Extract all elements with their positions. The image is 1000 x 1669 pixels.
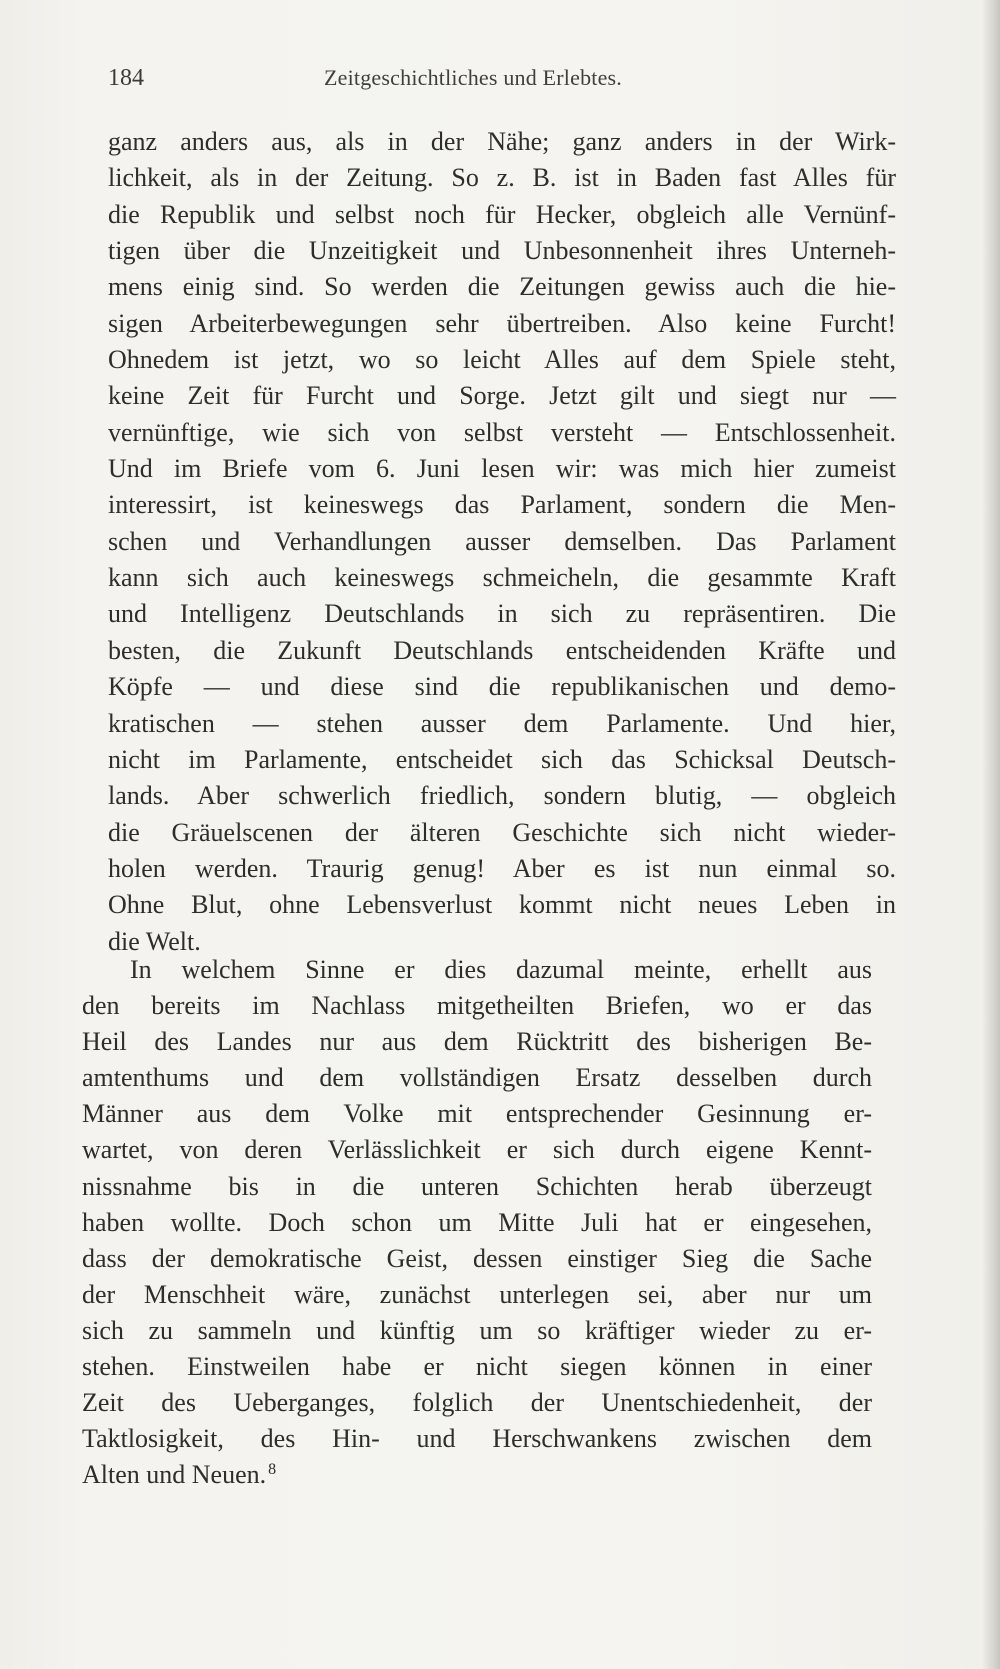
text-line: wartet, von deren Verlässlichkeit er sich durch eigene Kennt- <box>82 1135 872 1165</box>
text-line: vernünftige, wie sich von selbst versteht — Entschlossenheit. <box>108 417 896 447</box>
text-line: Ohne Blut, ohne Lebensverlust kommt nicht neues Leben in <box>108 890 896 920</box>
page-edge-shadow <box>982 0 1000 1669</box>
page-number: 184 <box>108 65 144 91</box>
text-line: die Republik und selbst noch für Hecker, obgleich alle Vernünf- <box>108 199 896 229</box>
text-line: Männer aus dem Volke mit entsprechender Gesinnung er- <box>82 1099 872 1129</box>
text-line: ganz anders aus, als in der Nähe; ganz anders in der Wirk- <box>108 127 896 156</box>
paragraph-1 <box>108 124 896 960</box>
text-line: nissnahme bis in die unteren Schichten herab überzeugt <box>82 1171 872 1201</box>
text-line: die Welt. <box>108 926 201 956</box>
text-line: interessirt, ist keineswegs das Parlament, sondern die Men- <box>108 490 896 520</box>
text-line: haben wollte. Doch schon um Mitte Juli hat er eingesehen, <box>82 1207 872 1237</box>
text-line: In welchem Sinne er dies dazumal meinte, erhellt aus <box>130 955 872 984</box>
text-line: lichkeit, als in der Zeitung. So z. B. ist in Baden fast Alles für <box>108 163 896 193</box>
text-line: tigen über die Unzeitigkeit und Unbesonnenheit ihres Unterneh- <box>108 236 896 266</box>
text-line-last <box>82 1457 872 1493</box>
text-line: Köpfe — und diese sind die republikanischen und demo- <box>108 672 896 702</box>
text-line: besten, die Zukunft Deutschlands entscheidenden Kräfte und <box>108 635 896 665</box>
text-line: sich zu sammeln und künftig um so kräftiger wieder zu er- <box>82 1315 872 1345</box>
text-line: kann sich auch keineswegs schmeicheln, die gesammte Kraft <box>108 563 896 593</box>
text-line: schen und Verhandlungen ausser demselben. Das Parlament <box>108 526 896 556</box>
text-line: Und im Briefe vom 6. Juni lesen wir: was mich hier zumeist <box>108 454 896 484</box>
text-line: stehen. Einstweilen habe er nicht siegen können in einer <box>82 1352 872 1382</box>
text-line: der Menschheit wäre, zunächst unterlegen sei, aber nur um <box>82 1279 872 1309</box>
text-line: den bereits im Nachlass mitgetheilten Briefen, wo er das <box>82 991 872 1021</box>
running-title: Zeitgeschichtliches und Erlebtes. <box>324 65 623 90</box>
text-line: nicht im Parlamente, entscheidet sich das Schicksal Deutsch- <box>108 744 896 774</box>
text-line: Ohnedem ist jetzt, wo so leicht Alles auf dem Spiele steht, <box>108 345 896 375</box>
text-line: Heil des Landes nur aus dem Rücktritt des bisherigen Be- <box>82 1027 872 1057</box>
text-line: Zeit des Ueberganges, folglich der Unentschiedenheit, der <box>82 1388 872 1418</box>
text-line: lands. Aber schwerlich friedlich, sondern blutig, — obgleich <box>108 781 896 811</box>
paragraph-2 <box>82 952 872 1493</box>
footnote-marker: 8 <box>268 1461 277 1479</box>
text-line: mens einig sind. So werden die Zeitungen gewiss auch die hie- <box>108 272 896 302</box>
text-line: Taktlosigkeit, des Hin- und Herschwankens zwischen dem <box>82 1424 872 1454</box>
text-line: sigen Arbeiterbewegungen sehr übertreiben. Also keine Furcht! <box>108 308 896 338</box>
text-line: keine Zeit für Furcht und Sorge. Jetzt gilt und siegt nur — <box>108 381 896 411</box>
text-line: holen werden. Traurig genug! Aber es ist nun einmal so. <box>108 853 896 883</box>
page-header <box>108 58 908 98</box>
text-line: die Gräuelscenen der älteren Geschichte sich nicht wieder- <box>108 817 896 847</box>
last-line-text: Alten und Neuen. <box>82 1460 267 1490</box>
text-line: amtenthums und dem vollständigen Ersatz desselben durch <box>82 1063 872 1093</box>
text-line: und Intelligenz Deutschlands in sich zu repräsentiren. Die <box>108 599 896 629</box>
text-line: kratischen — stehen ausser dem Parlamente. Und hier, <box>108 708 896 738</box>
text-line: dass der demokratische Geist, dessen einstiger Sieg die Sache <box>82 1243 872 1273</box>
